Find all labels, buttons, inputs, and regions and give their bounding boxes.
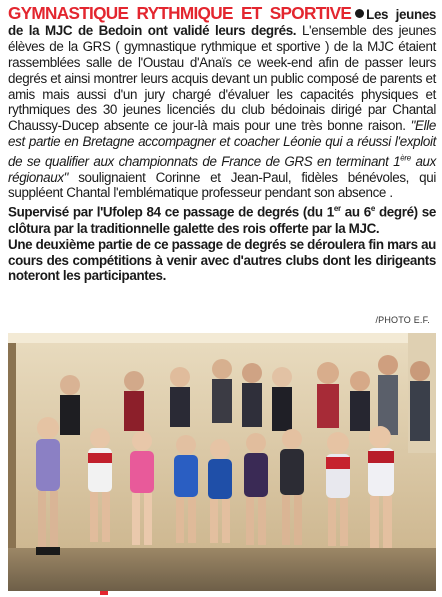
paragraph-3-part-b: au 6	[340, 204, 371, 220]
photo-credit: /PHOTO E.F.	[375, 315, 430, 325]
next-article-hint	[100, 591, 108, 595]
quote-part-a: "Elle est partie en Bretagne accompagner et coacher Léonie qui a réussi l'exploit de se qualifier aux championnats de France de GRS en terminant 1	[8, 118, 436, 169]
paragraph-3	[8, 201, 436, 236]
superscript-first: er	[333, 204, 341, 214]
quote-superscript: ère	[400, 153, 411, 163]
quote-part-b: aux régionaux"	[8, 153, 436, 185]
paragraph-3-part-a: Supervisé par l'Ufolep 84 ce passage de degrés (du 1	[8, 204, 334, 220]
superscript-sixth: e	[370, 204, 375, 214]
article-text	[8, 3, 437, 201]
lead-sentence: Les jeunes de la MJC de Bedoin ont validé leurs degrés.	[8, 7, 437, 38]
headline: GYMNASTIQUE RYTHMIQUE ET SPORTIVE	[8, 3, 352, 23]
paragraph-2: soulignaient Corinne et Jean-Paul, fidèles bénévoles, qui suppléent Chantal l'emblématique professeur pendant son absence .	[8, 169, 436, 201]
bullet-icon	[355, 9, 364, 18]
paragraph-3-part-c: degré) se clôtura par la traditionnelle galette des rois offerte par la MJC.	[8, 204, 437, 236]
group-photo	[8, 333, 436, 591]
paragraph-4: Une deuxième partie de ce passage de degrés se déroulera fin mars au cours des compétitions à venir avec d'autres clubs dont les dirigeants noteront les participantes.	[8, 236, 436, 284]
paragraph-1: L'ensemble des jeunes élèves de la GRS ( gymnastique rythmique et sportive ) de la MJC étaient rassemblées salle de l'Oustau d'Anaïs ce week-end afin de passer leurs degrés et ainsi montrer leurs acquis devant un public composé de parents et amis mais aussi d'un jury chargé d'évaluer les capacités physiques et rythmiques des 30 jeunes licenciés du club bédoinais dirigé par Chantal Chaussy-Ducep absente ce jour-là mais pour une très bonne raison.	[8, 22, 436, 134]
photo-illustration	[8, 333, 436, 591]
